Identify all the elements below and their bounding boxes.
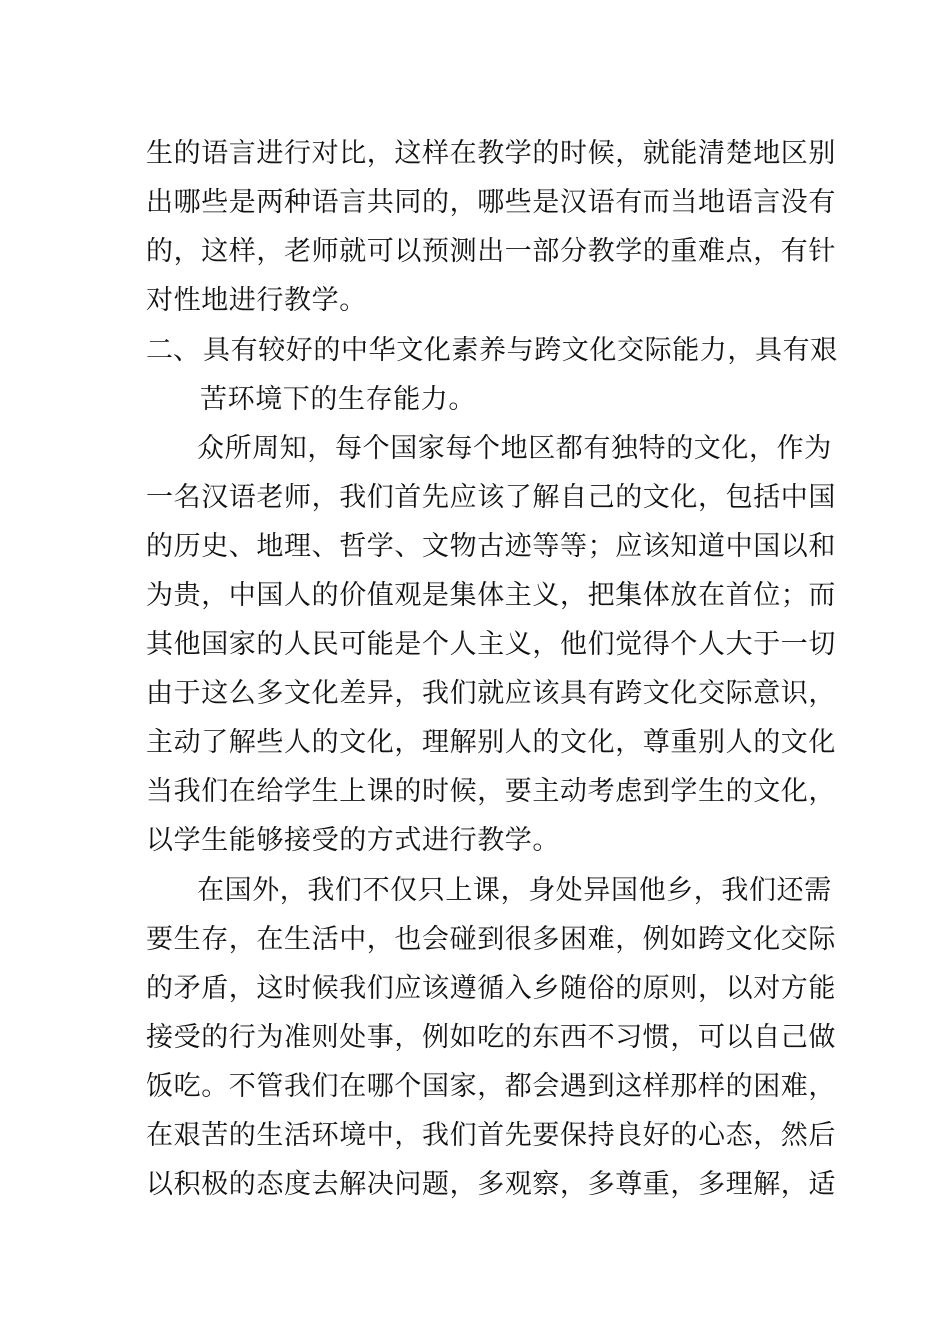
paragraph-1-line-4: 对性地进行教学。 <box>146 285 367 316</box>
heading-number: 二、 <box>146 335 200 366</box>
paragraph-2-line-3: 的历史、地理、哲学、文物古迹等等；应该知道中国以和 <box>146 531 836 562</box>
heading-line-2: 苦环境下的生存能力。 <box>200 384 476 415</box>
paragraph-1-line-2: 出哪些是两种语言共同的，哪些是汉语有而当地语言没有 <box>146 187 836 218</box>
paragraph-2-line-7: 主动了解些人的文化，理解别人的文化，尊重别人的文化 <box>146 727 836 758</box>
paragraph-2-line-2: 一名汉语老师，我们首先应该了解自己的文化，包括中国 <box>146 482 836 513</box>
paragraph-2-line-9: 以学生能够接受的方式进行教学。 <box>146 825 560 856</box>
paragraph-2-line-1: 众所周知，每个国家每个地区都有独特的文化，作为 <box>197 433 832 464</box>
paragraph-2-line-6: 由于这么多文化差异，我们就应该具有跨文化交际意识， <box>146 678 836 709</box>
paragraph-3-line-3: 的矛盾，这时候我们应该遵循入乡随俗的原则，以对方能 <box>146 973 836 1004</box>
heading-line-1: 具有较好的中华文化素养与跨文化交际能力，具有艰 <box>203 335 838 366</box>
paragraph-3-line-1: 在国外，我们不仅只上课，身处异国他乡，我们还需 <box>197 875 832 906</box>
paragraph-3-line-2: 要生存，在生活中，也会碰到很多困难，例如跨文化交际 <box>146 924 836 955</box>
paragraph-3-line-7: 以积极的态度去解决问题，多观察，多尊重，多理解，适 <box>146 1169 836 1200</box>
paragraph-1-line-3: 的，这样，老师就可以预测出一部分教学的重难点，有针 <box>146 236 836 267</box>
paragraph-1-line-1: 生的语言进行对比，这样在教学的时候，就能清楚地区别 <box>146 138 836 169</box>
paragraph-2-line-8: 当我们在给学生上课的时候，要主动考虑到学生的文化， <box>146 776 836 807</box>
paragraph-2-line-5: 其他国家的人民可能是个人主义，他们觉得个人大于一切 <box>146 629 836 660</box>
paragraph-3-line-5: 饭吃。不管我们在哪个国家，都会遇到这样那样的困难， <box>146 1071 836 1102</box>
paragraph-3-line-4: 接受的行为准则处事，例如吃的东西不习惯，可以自己做 <box>146 1022 836 1053</box>
paragraph-3-line-6: 在艰苦的生活环境中，我们首先要保持良好的心态，然后 <box>146 1120 836 1151</box>
paragraph-2-line-4: 为贵，中国人的价值观是集体主义，把集体放在首位；而 <box>146 580 836 611</box>
